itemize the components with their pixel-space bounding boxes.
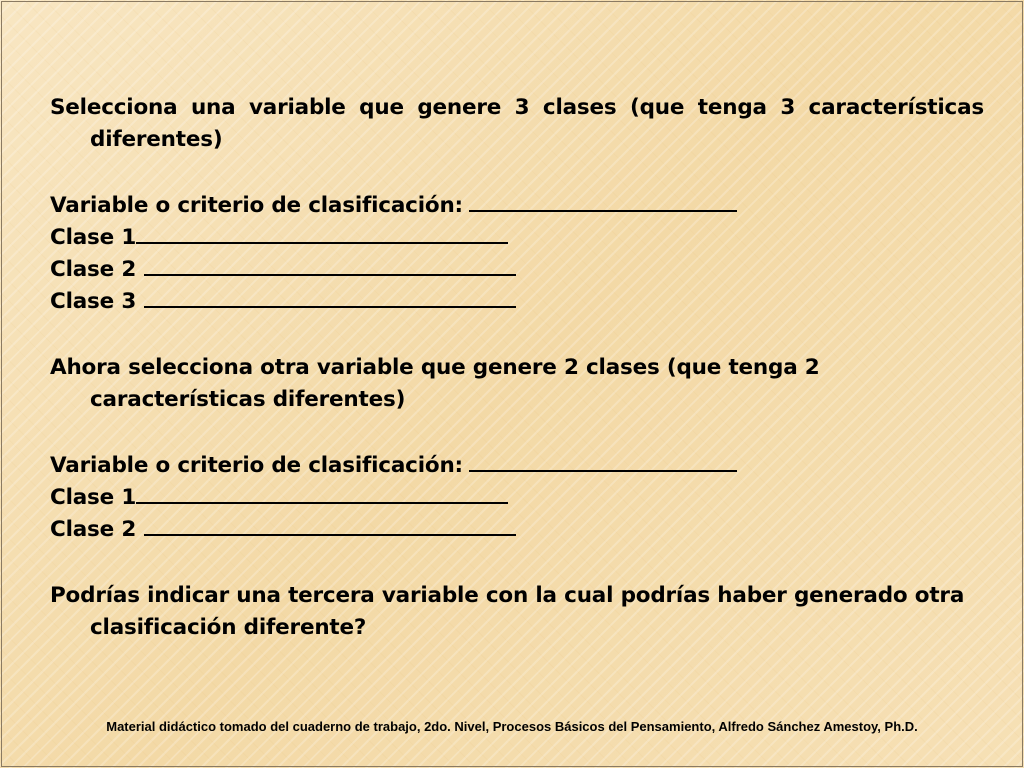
third-variable-question: Podrías indicar una tercera variable con la cual podrías haber generado otra clasificación diferente? [50, 583, 965, 640]
variable-blank-2[interactable] [469, 450, 737, 472]
class-label-2-1: Clase 1 [50, 485, 137, 510]
class-blank-1-1[interactable] [136, 222, 508, 244]
variable-label-1: Variable o criterio de clasificación: [50, 193, 463, 218]
variable-line-1 [50, 190, 984, 222]
class-label-2-2: Clase 2 [50, 517, 137, 542]
class-blank-1-2[interactable] [144, 254, 516, 276]
variable-blank-1[interactable] [469, 190, 737, 212]
class-line-1-1 [50, 222, 984, 254]
class-blank-1-3[interactable] [144, 286, 516, 308]
class-line-2-1 [50, 482, 984, 514]
source-citation: Material didáctico tomado del cuaderno de trabajo, 2do. Nivel, Procesos Básicos del Pensamiento, Alfredo Sánchez Amestoy, Ph.D. [106, 719, 918, 734]
instruction-two-classes: Ahora selecciona otra variable que genere 2 clases (que tenga 2 características diferentes) [50, 355, 820, 412]
class-blank-2-1[interactable] [136, 482, 508, 504]
class-line-1-2 [50, 254, 984, 286]
class-blank-2-2[interactable] [144, 514, 516, 536]
class-label-1-2: Clase 2 [50, 257, 137, 282]
class-label-1-3: Clase 3 [50, 289, 137, 314]
class-label-1-1: Clase 1 [50, 225, 137, 250]
variable-line-2 [50, 450, 984, 482]
class-line-1-3 [50, 286, 984, 318]
instruction-three-classes: Selecciona una variable que genere 3 clases (que tenga 3 características diferentes) [50, 95, 984, 152]
class-line-2-2 [50, 514, 984, 546]
variable-label-2: Variable o criterio de clasificación: [50, 453, 463, 478]
worksheet-content [50, 92, 984, 644]
